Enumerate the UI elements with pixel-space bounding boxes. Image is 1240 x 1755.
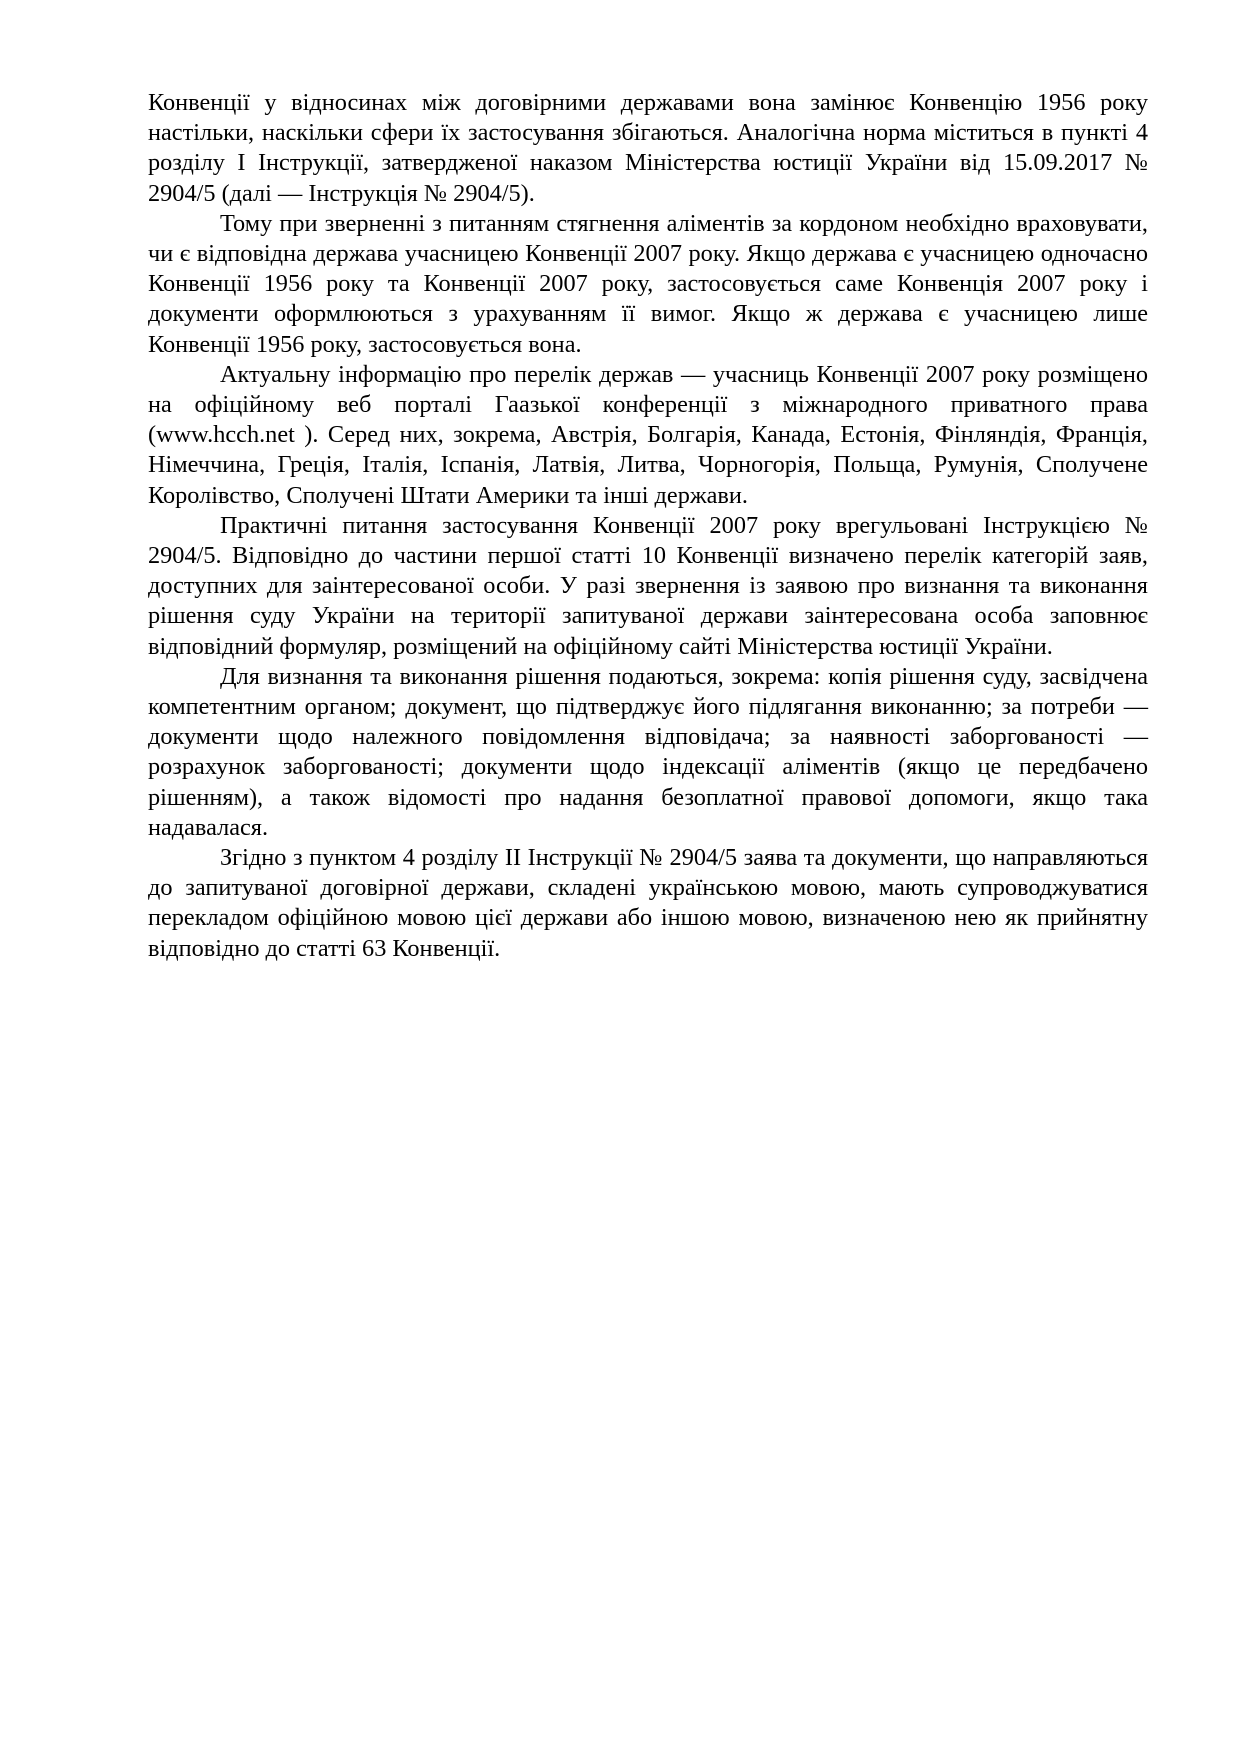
paragraph-translation: Згідно з пунктом 4 розділу II Інструкції № 2904/5 заява та документи, що направляються до запитуваної договірної держави, складені українською мовою, мають супроводжуватися перекладом офіційною мовою цієї держави або іншою мовою, визначеною нею як прийнятну відповідно до статті 63 Конвенції. bbox=[148, 844, 1148, 962]
paragraph-required-documents: Для визнання та виконання рішення подаються, зокрема: копія рішення суду, засвідчена компетентним органом; документ, що підтверджує його підлягання виконанню; за потреби — документи щодо належного повідомлення відповідача; за наявності заборгованості — розрахунок заборгованості; документи щодо індексації аліментів (якщо це передбачено рішенням), а також відомості про надання безоплатної правової допомоги, якщо така надавалася. bbox=[148, 662, 1148, 841]
document-body bbox=[148, 88, 1148, 964]
paragraph-convention-choice: Тому при зверненні з питанням стягнення аліментів за кордоном необхідно враховувати, чи є відповідна держава учасницею Конвенції 2007 року. Якщо держава є учасницею одночасно Конвенції 1956 року та Конвенції 2007 року, застосовується саме Конвенція 2007 року і документи оформлюються з урахуванням її вимог. Якщо ж держава є учасницею лише Конвенції 1956 року, застосовується вона. bbox=[148, 209, 1148, 358]
paragraph-continued: Конвенції у відносинах між договірними державами вона замінює Конвенцію 1956 року настільки, наскільки сфери їх застосування збігаються. Аналогічна норма міститься в пункті 4 розділу I Інструкції, затвердженої наказом Міністерства юстиції України від 15.09.2017 № 2904/5 (далі — Інструкція № 2904/5). bbox=[148, 89, 1148, 207]
paragraph-practical-issues: Практичні питання застосування Конвенції 2007 року врегульовані Інструкцією № 2904/5. Відповідно до частини першої статті 10 Конвенції визначено перелік категорій заяв, доступних для заінтересованої особи. У разі звернення із заявою про визнання та виконання рішення суду України на території запитуваної держави заінтересована особа заповнює відповідний формуляр, розміщений на офіційному сайті Міністерства юстиції України. bbox=[148, 511, 1148, 660]
paragraph-member-states: Актуальну інформацію про перелік держав — учасниць Конвенції 2007 року розміщено на офіційному веб порталі Гаазької конференції з міжнародного приватного права (www.hcch.net ). Серед них, зокрема, Австрія, Болгарія, Канада, Естонія, Фінляндія, Франція, Німеччина, Греція, Італія, Іспанія, Латвія, Литва, Чорногорія, Польща, Румунія, Сполучене Королівство, Сполучені Штати Америки та інші держави. bbox=[148, 360, 1148, 509]
